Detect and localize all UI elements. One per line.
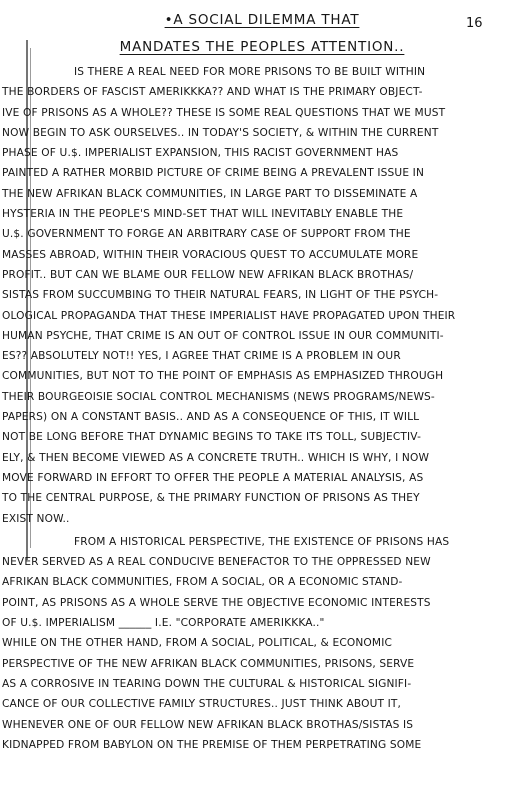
text-line: PROFIT.. BUT CAN WE BLAME OUR FELLOW NEW AFRIKAN BLACK BROTHAS/ <box>2 268 414 281</box>
text-line: ES?? ABSOLUTELY NOT!! YES, I AGREE THAT CRIME IS A PROBLEM IN OUR <box>2 350 401 363</box>
text-line: IVE OF PRISONS AS A WHOLE?? THESE IS SOME REAL QUESTIONS THAT WE MUST <box>2 106 446 119</box>
text-line: THEIR BOURGEOISIE SOCIAL CONTROL MECHANISMS (NEWS PROGRAMS/NEWS- <box>2 390 435 403</box>
body-text <box>0 62 524 755</box>
text-line: OLOGICAL PROPAGANDA THAT THESE IMPERIALIST HAVE PROPAGATED UPON THEIR <box>2 309 456 322</box>
text-line: PERSPECTIVE OF THE NEW AFRIKAN BLACK COMMUNITIES, PRISONS, SERVE <box>2 657 415 670</box>
page-number: 16 <box>466 16 483 31</box>
text-line: ELY, & THEN BECOME VIEWED AS A CONCRETE TRUTH.. WHICH IS WHY, I NOW <box>2 451 430 464</box>
text-line: PAINTED A RATHER MORBID PICTURE OF CRIME BEING A PREVALENT ISSUE IN <box>2 167 425 180</box>
text-line: NOT BE LONG BEFORE THAT DYNAMIC BEGINS TO TAKE ITS TOLL, SUBJECTIV- <box>2 431 422 444</box>
text-line: OF U.$. IMPERIALISM ______ I.E. "CORPORATE AMERIKKKA.." <box>2 617 325 630</box>
text-line: EXIST NOW.. <box>2 512 70 525</box>
title-line-2: MANDATES THE PEOPLES ATTENTION.. <box>119 39 405 55</box>
text-line: FROM A HISTORICAL PERSPECTIVE, THE EXISTENCE OF PRISONS HAS <box>74 535 450 548</box>
text-line: U.$. GOVERNMENT TO FORGE AN ARBITRARY CASE OF SUPPORT FROM THE <box>2 228 411 241</box>
text-line: WHENEVER ONE OF OUR FELLOW NEW AFRIKAN BLACK BROTHAS/SISTAS IS <box>2 718 414 731</box>
text-line: AS A CORROSIVE IN TEARING DOWN THE CULTURAL & HISTORICAL SIGNIFI- <box>2 677 412 690</box>
text-line: NEVER SERVED AS A REAL CONDUCIVE BENEFACTOR TO THE OPPRESSED NEW <box>2 556 431 569</box>
text-line: IS THERE A REAL NEED FOR MORE PRISONS TO BE BUILT WITHIN <box>74 66 426 78</box>
text-line: AFRIKAN BLACK COMMUNITIES, FROM A SOCIAL, OR A ECONOMIC STAND- <box>2 576 403 589</box>
text-line: POINT, AS PRISONS AS A WHOLE SERVE THE OBJECTIVE ECONOMIC INTERESTS <box>2 596 431 609</box>
text-line: PHASE OF U.$. IMPERIALIST EXPANSION, THIS RACIST GOVERNMENT HAS <box>2 147 399 160</box>
text-line: PAPERS) ON A CONSTANT BASIS.. AND AS A CONSEQUENCE OF THIS, IT WILL <box>2 411 420 424</box>
text-line: MOVE FORWARD IN EFFORT TO OFFER THE PEOPLE A MATERIAL ANALYSIS, AS <box>2 471 424 484</box>
text-line: KIDNAPPED FROM BABYLON ON THE PREMISE OF THEM PERPETRATING SOME <box>2 738 422 751</box>
text-line: THE NEW AFRIKAN BLACK COMMUNITIES, IN LARGE PART TO DISSEMINATE A <box>2 187 418 200</box>
text-line: NOW BEGIN TO ASK OURSELVES.. IN TODAY'S SOCIETY, & WITHIN THE CURRENT <box>2 126 439 139</box>
title-line-1: •A SOCIAL DILEMMA THAT <box>164 12 360 28</box>
text-line: SISTAS FROM SUCCUMBING TO THEIR NATURAL FEARS, IN LIGHT OF THE PSYCH- <box>2 289 439 302</box>
text-line: WHILE ON THE OTHER HAND, FROM A SOCIAL, POLITICAL, & ECONOMIC <box>2 637 393 650</box>
text-line: HUMAN PSYCHE, THAT CRIME IS AN OUT OF CONTROL ISSUE IN OUR COMMUNITI- <box>2 329 444 342</box>
text-line: TO THE CENTRAL PURPOSE, & THE PRIMARY FUNCTION OF PRISONS AS THEY <box>2 492 420 505</box>
text-line: THE BORDERS OF FASCIST AMERIKKKA?? AND WHAT IS THE PRIMARY OBJECT- <box>2 86 423 99</box>
text-line: COMMUNITIES, BUT NOT TO THE POINT OF EMPHASIS AS EMPHASIZED THROUGH <box>2 370 444 383</box>
text-line: MASSES ABROAD, WITHIN THEIR VORACIOUS QUEST TO ACCUMULATE MORE <box>2 248 419 261</box>
text-line: CANCE OF OUR COLLECTIVE FAMILY STRUCTURES.. JUST THINK ABOUT IT, <box>2 698 402 711</box>
text-line: HYSTERIA IN THE PEOPLE'S MIND-SET THAT WILL INEVITABLY ENABLE THE <box>2 208 404 221</box>
